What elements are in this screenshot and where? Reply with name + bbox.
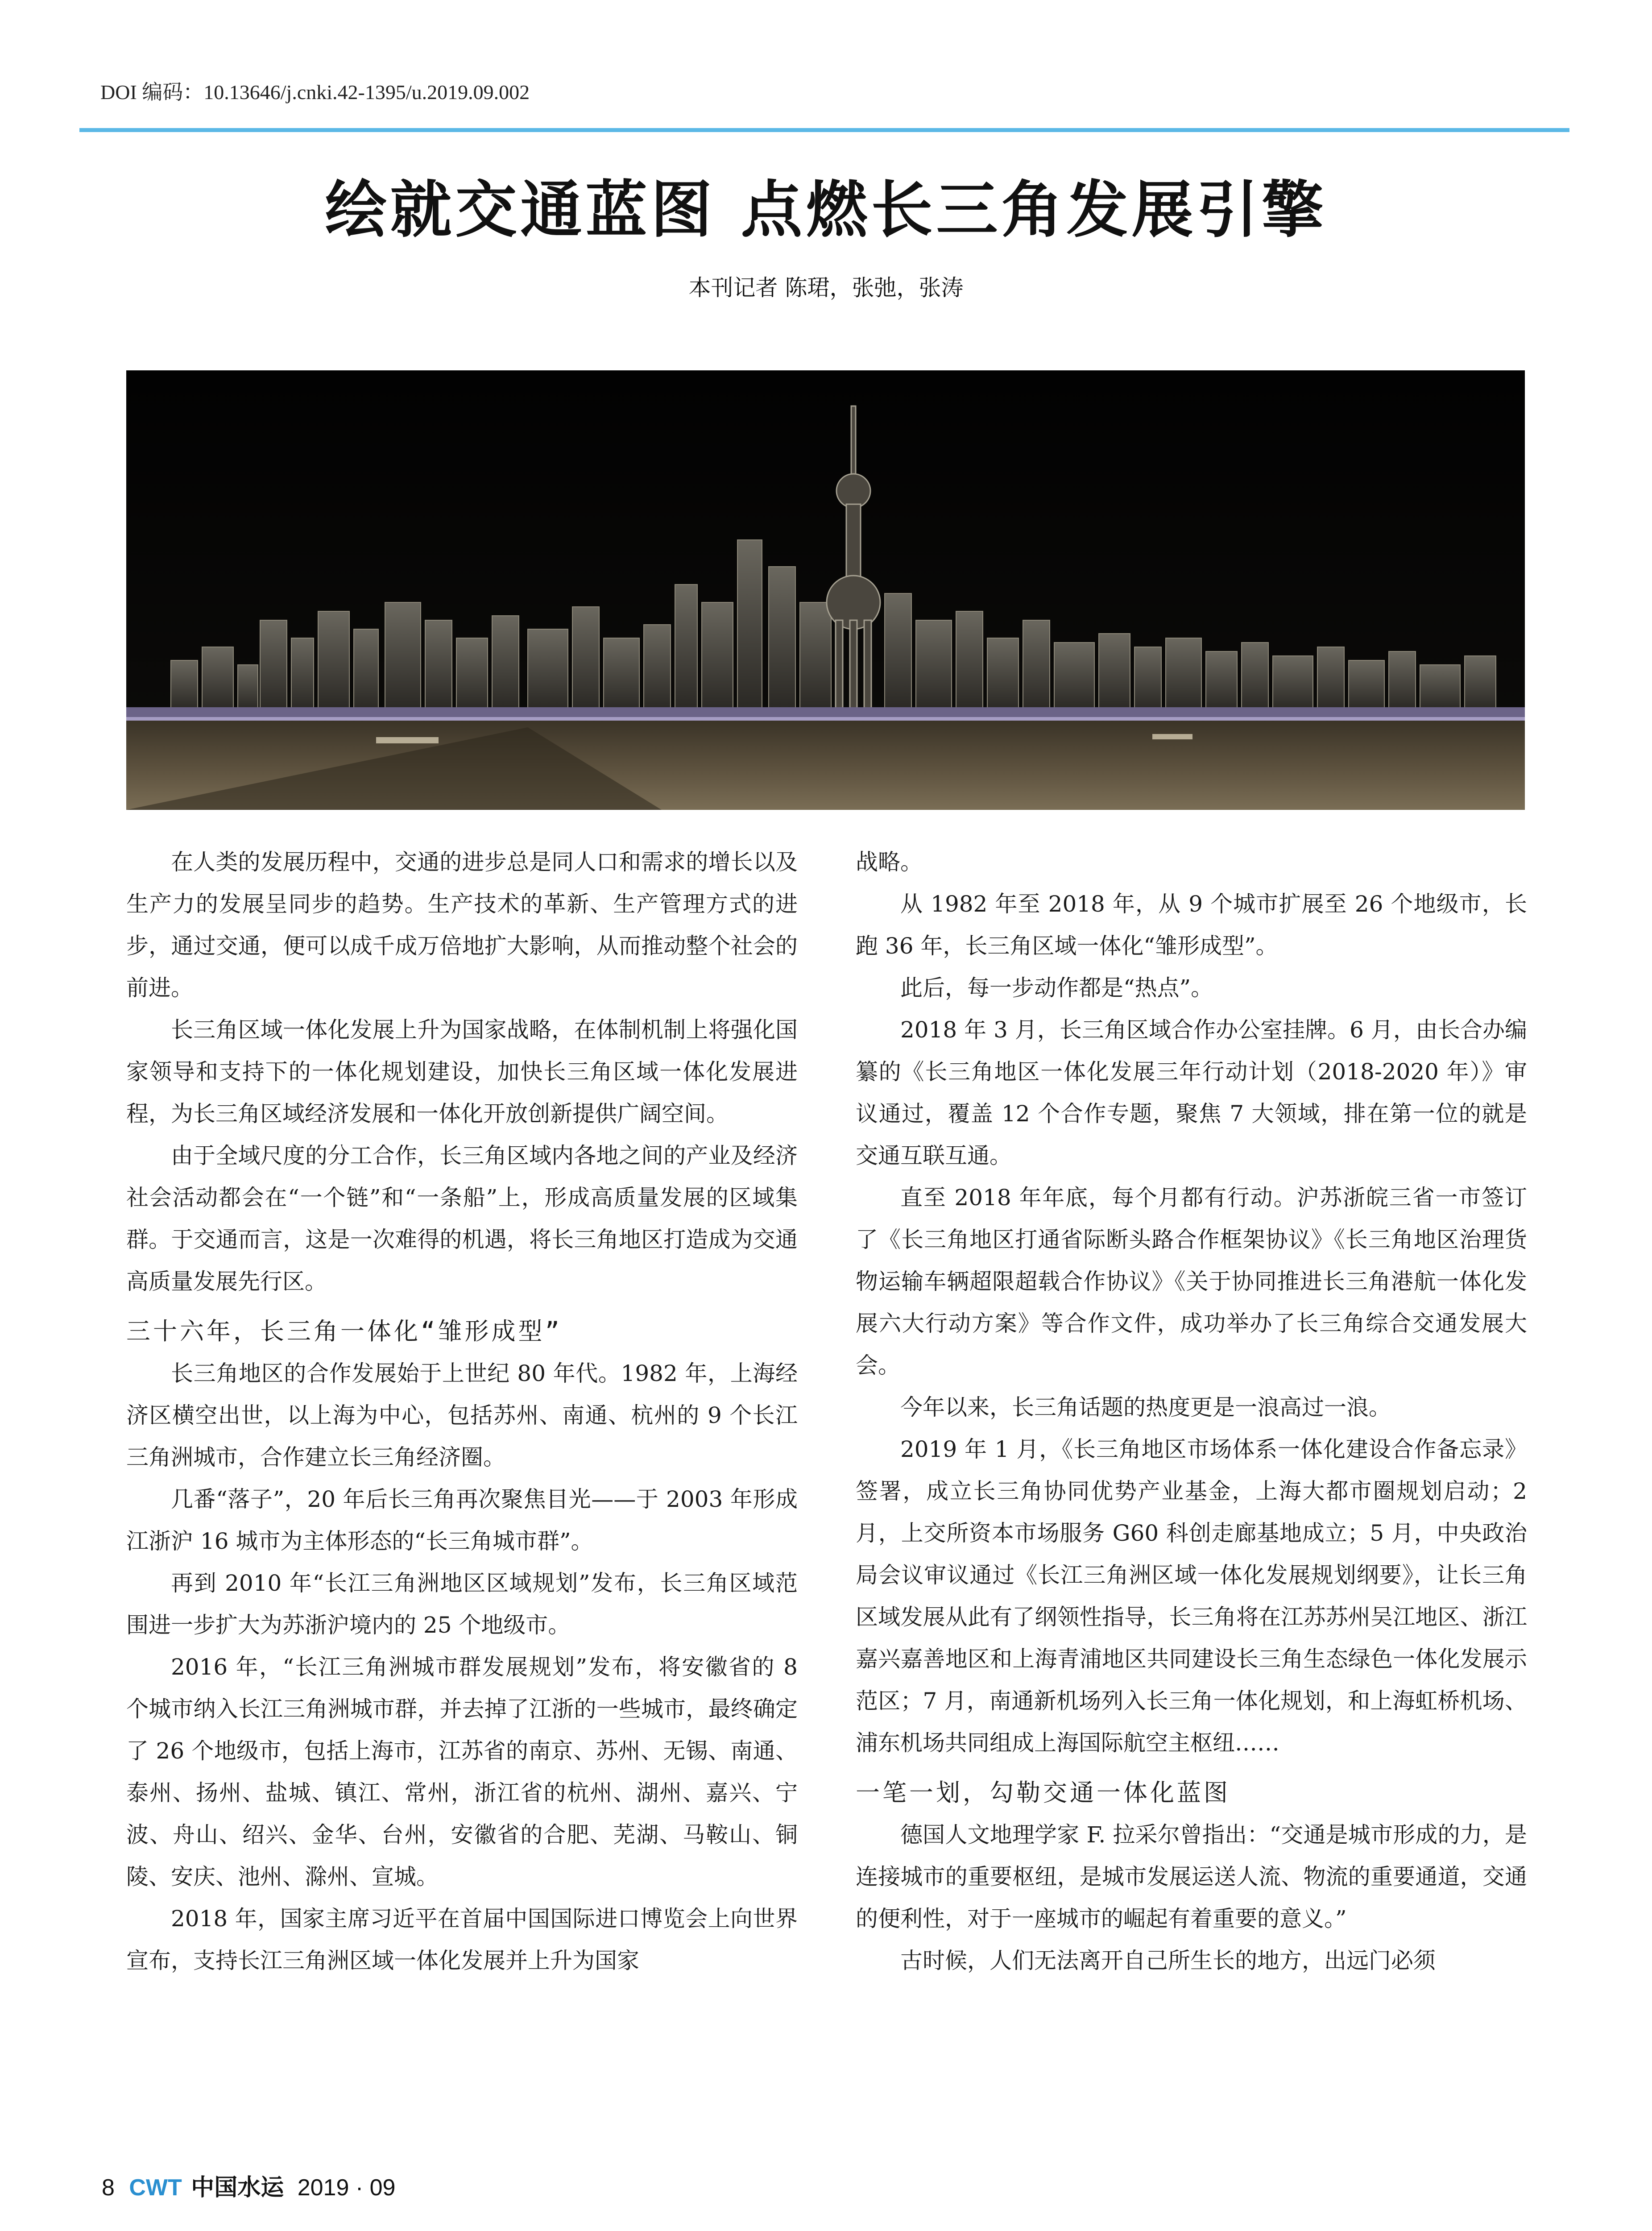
paragraph: 长三角区域一体化发展上升为国家战略，在体制机制上将强化国家领导和支持下的一体化规划建设，加快长三角区域一体化发展进程，为长三角区域经济发展和一体化开放创新提供广阔空间。 (126, 1017, 798, 1127)
paragraph: 2016 年，“长江三角洲城市群发展规划”发布，将安徽省的 8 个城市纳入长江三角洲城市群，并去掉了江浙的一些城市，最终确定了 26 个地级市，包括上海市，江苏省的南京、苏州、无锡、南通、泰州、扬州、盐城、镇江、常州，浙江省的杭州、湖州、嘉兴、宁波、舟山、绍兴、金华、台州，安徽省的合肥、芜湖、马鞍山、铜陵、安庆、池州、滁州、宣城。 (126, 1654, 798, 1890)
paragraph: 今年以来，长三角话题的热度更是一浪高过一浪。 (900, 1394, 1391, 1420)
skyline-photo (126, 370, 1525, 810)
paragraph: 长三角地区的合作发展始于上世纪 80 年代。1982 年，上海经济区横空出世，以上海为中心，包括苏州、南通、杭州的 9 个长江三角洲城市，合作建立长三角经济圈。 (126, 1360, 798, 1470)
paragraph: 此后，每一步动作都是“热点”。 (900, 975, 1213, 1001)
section-heading: 一笔一划，勾勒交通一体化蓝图 (856, 1779, 1230, 1807)
paragraph: 再到 2010 年“长江三角洲地区区域规划”发布，长三角区域范围进一步扩大为苏浙沪境内的 25 个地级市。 (126, 1570, 798, 1638)
paragraph: 由于全域尺度的分工合作，长三角区域内各地之间的产业及经济社会活动都会在“一个链”和“一条船”上，形成高质量发展的区域集群。于交通而言，这是一次难得的机遇，将长三角地区打造成为交通高质量发展先行区。 (126, 1143, 798, 1294)
brand-logo: CWT (129, 2175, 182, 2201)
article-title: 绘就交通蓝图 点燃长三角发展引擎 (325, 173, 1327, 246)
page-number: 8 (102, 2175, 115, 2201)
paragraph: 在人类的发展历程中，交通的进步总是同人口和需求的增长以及生产力的发展呈同步的趋势。生产技术的革新、生产管理方式的进步，通过交通，便可以成千成万倍地扩大影响，从而推动整个社会的前进。 (126, 849, 798, 1001)
section-heading: 三十六年，长三角一体化“雏形成型” (126, 1317, 563, 1345)
left-column (126, 841, 798, 1982)
paragraph-continuation: 战略。 (856, 849, 923, 875)
paragraph: 2018 年，国家主席习近平在首届中国国际进口博览会上向世界宣布，支持长江三角洲区域一体化发展并上升为国家 (126, 1906, 798, 1974)
issue-number: 2019 · 09 (297, 2175, 396, 2201)
paragraph: 直至 2018 年年底，每个月都有行动。沪苏浙皖三省一市签订了《长三角地区打通省际断头路合作框架协议》《长三角地区治理货物运输车辆超限超载合作协议》《关于协同推进长三角港航一体化发展六大行动方案》等合作文件，成功举办了长三角综合交通发展大会。 (856, 1185, 1527, 1378)
paragraph: 几番“落子”，20 年后长三角再次聚焦目光——于 2003 年形成江浙沪 16 城市为主体形态的“长三角城市群”。 (126, 1486, 798, 1554)
paragraph: 2018 年 3 月，长三角区域合作办公室挂牌。6 月，由长合办编纂的《长三角地区一体化发展三年行动计划（2018-2020 年）》审议通过，覆盖 12 个合作专题，聚焦 7 大领域，排在第一位的就是交通互联互通。 (856, 1017, 1527, 1169)
paragraph: 古时候，人们无法离开自己所生长的地方，出远门必须 (900, 1948, 1436, 1974)
magazine-name: 中国水运 (191, 2174, 284, 2201)
paragraph: 2019 年 1 月，《长三角地区市场体系一体化建设合作备忘录》签署，成立长三角协同优势产业基金，上海大都市圈规划启动；2 月，上交所资本市场服务 G60 科创走廊基地成立；5 月，中央政治局会议审议通过《长江三角洲区域一体化发展规划纲要》，让长三角区域发展从此有了纲领性指导，长三角将在江苏苏州吴江地区、浙江嘉兴嘉善地区和上海青浦地区共同建设长三角生态绿色一体化发展示范区；7 月，南通新机场列入长三角一体化规划，和上海虹桥机场、浦东机场共同组成上海国际航空主枢纽…… (856, 1436, 1527, 1756)
doi-line: DOI 编码：10.13646/j.cnki.42-1395/u.2019.09.002 (100, 81, 530, 104)
paragraph: 从 1982 年至 2018 年，从 9 个城市扩展至 26 个地级市，长跑 36 年，长三角区域一体化“雏形成型”。 (856, 891, 1527, 959)
page-footer (102, 2169, 395, 2202)
byline: 本刊记者 陈珺，张弛，张涛 (688, 275, 964, 301)
right-column (856, 841, 1527, 1982)
header-rule (79, 128, 1569, 132)
paragraph: 德国人文地理学家 F. 拉采尔曾指出：“交通是城市形成的力，是连接城市的重要枢纽，是城市发展运送人流、物流的重要通道，交通的便利性，对于一座城市的崛起有着重要的意义。” (856, 1822, 1527, 1932)
